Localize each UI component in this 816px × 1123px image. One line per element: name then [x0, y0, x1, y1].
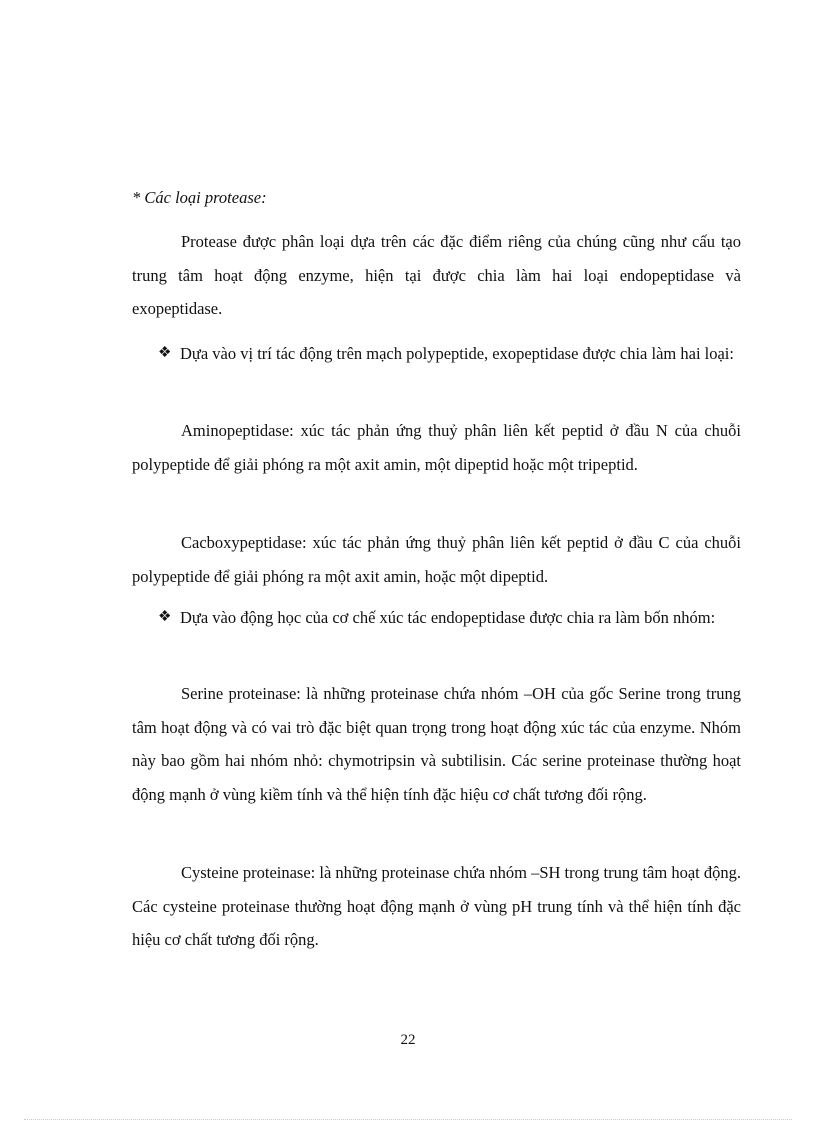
page-bottom-divider	[24, 1119, 792, 1120]
intro-paragraph: Protease được phân loại dựa trên các đặc điểm riêng của chúng cũng như cấu tạo trung tâm hoạt động enzyme, hiện tại được chia làm hai loại endopeptidase và exopeptidase.	[132, 232, 741, 318]
aminopeptidase-paragraph: Aminopeptidase: xúc tác phản ứng thuỷ phân liên kết peptid ở đầu N của chuỗi polypeptide để giải phóng ra một axit amin, một dipeptid hoặc một tripeptid.	[132, 421, 741, 474]
bullet-text: Dựa vào vị trí tác động trên mạch polypeptide, exopeptidase được chia làm hai loại:	[180, 344, 734, 363]
section-heading: * Các loại protease:	[132, 188, 267, 207]
bullet-text: Dựa vào động học của cơ chế xúc tác endopeptidase được chia ra làm bốn nhóm:	[180, 608, 716, 627]
serine-paragraph: Serine proteinase: là những proteinase chứa nhóm –OH của gốc Serine trong trung tâm hoạt động và có vai trò đặc biệt quan trọng trong hoạt động xúc tác của enzyme. Nhóm này bao gồm hai nhóm nhỏ: chymotripsin và subtilisin. Các serine proteinase thường hoạt động mạnh ở vùng kiềm tính và thể hiện tính đặc hiệu cơ chất tương đối rộng.	[132, 684, 741, 804]
diamond-bullet-icon: ❖	[158, 609, 172, 625]
bullet-endopeptidase	[158, 601, 763, 635]
page-number: 22	[400, 1032, 416, 1048]
bullet-exopeptidase	[158, 337, 763, 371]
cysteine-paragraph: Cysteine proteinase: là những proteinase chứa nhóm –SH trong trung tâm hoạt động. Các cysteine proteinase thường hoạt động mạnh ở vùng pH trung tính và thể hiện tính đặc hiệu cơ chất tương đối rộng.	[132, 863, 741, 949]
cacboxypeptidase-paragraph: Cacboxypeptidase: xúc tác phản ứng thuỷ phân liên kết peptid ở đầu C của chuỗi polypeptide để giải phóng ra một axit amin, hoặc một dipeptid.	[132, 533, 741, 586]
diamond-bullet-icon: ❖	[158, 345, 172, 361]
